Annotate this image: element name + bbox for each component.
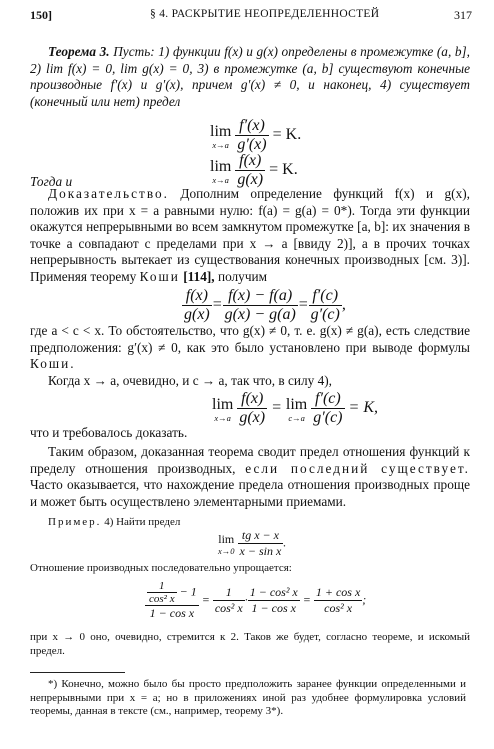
example-limit-formula: lim x→0 $\frac{\text{tg x − x}}{\text{x − sin x}}$ .: [218, 528, 287, 558]
footnote-divider: [30, 672, 125, 673]
section-title: § 4. РАСКРЫТИЕ НЕОПРЕДЕЛЕННОСТЕЙ: [150, 8, 380, 20]
proof-label: Доказательство.: [48, 186, 169, 201]
cauchy-formula: $\frac{f(x)}{g(x)}$ = $\frac{f(x) - f(a)}{g(x) - g(a)}$ = $\frac{f'(c)}{g'(c)}$ ,: [184, 287, 346, 323]
derivative-ratio-formula: $\frac{1}{\text{cos² x}}$ − 1 1 − cos x = $\frac{1}{\text{cos² x}}$ · $\frac{\text{1 − cos² x}}{\text{1 − cos x}}$ = $\frac{\text{1 + cos x}}{\text{cos² x}}$ ;: [145, 580, 366, 621]
proof-paragraph-2: где a < c < x. То обстоятельство, что g(x) ≠ 0, т. е. g(x) ≠ g(a), есть следствие предположения: g′(x) ≠ 0, как это было установлено при выводе формулы Коши.: [30, 323, 470, 372]
example-heading: Пример. 4) Найти предел: [48, 516, 181, 528]
example-conclusion: при x → 0 оно, очевидно, стремится к 2. Таков же будет, согласно теореме, и искомый предел.: [30, 631, 470, 657]
proof-paragraph-4: что и требовалось доказать.: [30, 425, 188, 440]
page-section-ref: 150]: [30, 8, 52, 22]
summary-paragraph: Таким образом, доказанная теорема сводит предел отношения функций к пределу отношения производных, если последний существует. Часто оказывается, что нахождение предела отношения производных проще и может быть осуществлено элементарными приемами.: [30, 444, 470, 509]
example-simplify-text: Отношение производных последовательно упрощается:: [30, 562, 292, 574]
proof-paragraph-3: Когда x → a, очевидно, и c → a, так что, в силу 4),: [48, 373, 332, 388]
page-number: 317: [454, 8, 472, 22]
theorem-text: Пусть: 1) функции f(x) и g(x) определены в промежутке (a, b], 2) lim f(x) = 0, lim g(x) = 0, 3) в промежутке (a, b] существуют конечные производные f′(x) и g′(x), причем g′(x) ≠ 0, и наконец, 4) существует (конечный или нет) предел: [30, 44, 471, 109]
limit-formula-2: lim x→a $\frac{f(x)}{g(x)}$ = K.: [210, 152, 298, 188]
running-header: [30, 8, 472, 24]
footnote: *) Конечно, можно было бы просто предположить заранее функции определенными и непрерывными при x = a; но в приложениях иной раз удобнее формулировка условий теоремы, данная в тексте (см., например, теорему 3*).: [30, 678, 466, 717]
then-label: Тогда и: [30, 174, 73, 189]
proof-paragraph-1: Доказательство. Дополним определение функций f(x) и g(x), положив их при x = a равными нулю: f(a) = g(a) = 0*). Тогда эти функции окажутся непрерывными во всем замкнутом промежутке [a, b]: их значения в точке a совпадают с пределами при x → a [ввиду 2)], а в прочих точках непрерывность вытекает из существования конечных производных [см. 3)]. Применяя теорему Коши [114], получим: [30, 186, 470, 284]
limit-chain-formula: lim x→a $\frac{f(x)}{g(x)}$ = lim c→a $\frac{f'(c)}{g'(c)}$ = K,: [212, 390, 378, 426]
limit-formula-1: lim x→a $\frac{f'(x)}{g'(x)}$ = K.: [210, 117, 302, 153]
theorem-statement: [30, 44, 470, 110]
theorem-title: Теорема 3.: [48, 44, 110, 59]
